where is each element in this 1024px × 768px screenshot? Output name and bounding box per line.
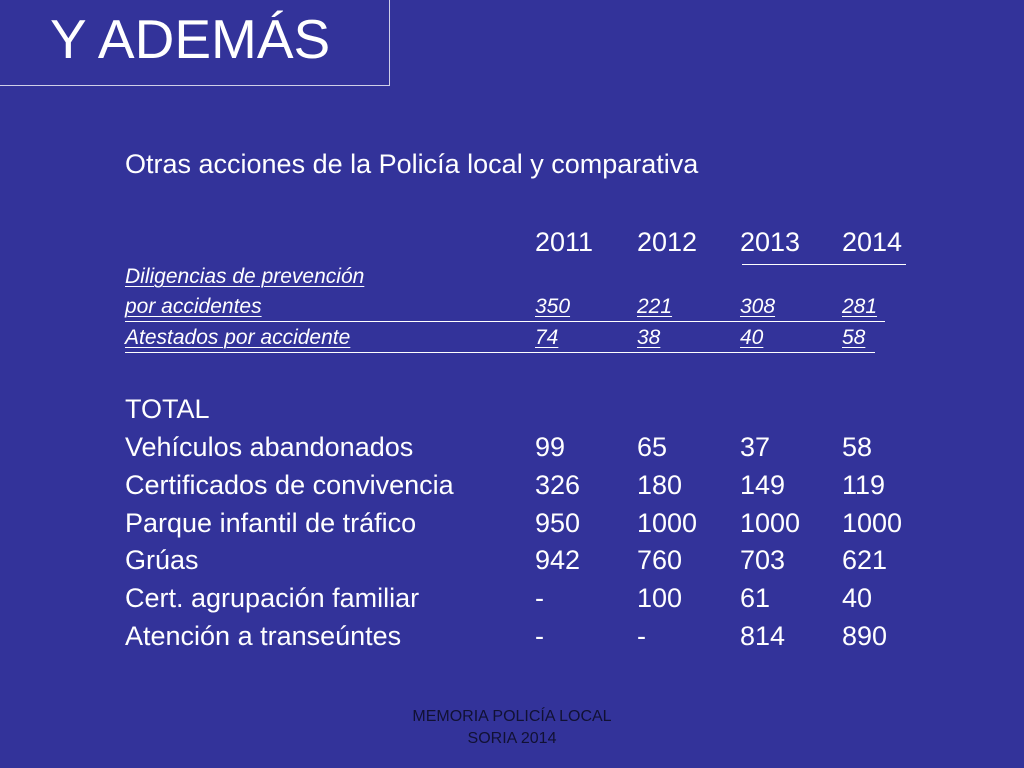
- total-row-value: 37: [740, 432, 771, 462]
- total-row-value: 890: [842, 621, 888, 651]
- total-row-value: 61: [740, 583, 771, 613]
- detail-row-value: 221: [637, 295, 673, 318]
- total-row-value: 119: [842, 470, 886, 500]
- table-subtitle: Otras acciones de la Policía local y comparativa: [125, 149, 699, 179]
- total-row-value: 814: [740, 621, 786, 651]
- slide-title: Y ADEMÁS: [50, 8, 331, 70]
- total-row-label: Grúas: [125, 545, 199, 575]
- detail-row-value: 38: [637, 326, 661, 349]
- detail-row-value: 74: [535, 326, 559, 349]
- total-row-value: 703: [740, 545, 786, 575]
- detail-row-value: 58: [842, 326, 866, 349]
- total-row-value: 1000: [842, 508, 903, 538]
- detail-row-label: Atestados por accidente: [125, 326, 351, 349]
- detail-row-value: 350: [535, 295, 571, 318]
- footer: [380, 706, 644, 750]
- total-row-value: 1000: [637, 508, 698, 538]
- total-row-label: Atención a transeúntes: [125, 621, 402, 651]
- footer-line-2: SORIA 2014: [467, 730, 557, 747]
- year-header-2012: 2012: [637, 227, 698, 257]
- total-row-value: 326: [535, 470, 581, 500]
- total-row-value: 950: [535, 508, 581, 538]
- total-row-value: -: [535, 621, 544, 651]
- total-row-value: 65: [637, 432, 668, 462]
- total-row-value: 100: [637, 583, 683, 613]
- year-header-2011: 2011: [535, 227, 594, 257]
- detail-row-label: Diligencias de prevención: [125, 265, 365, 288]
- detail-row-value: 308: [740, 295, 776, 318]
- footer-line-1: MEMORIA POLICÍA LOCAL: [412, 708, 612, 725]
- year-header-2013: 2013: [740, 227, 801, 257]
- total-row-value: 180: [637, 470, 683, 500]
- detail-row-value: 40: [740, 326, 764, 349]
- year-header-2014: 2014: [842, 227, 903, 257]
- total-row-value: 58: [842, 432, 873, 462]
- total-row-label: Parque infantil de tráfico: [125, 508, 417, 538]
- total-row-value: -: [637, 621, 646, 651]
- total-row-label: Certificados de convivencia: [125, 470, 454, 500]
- total-row-label: Vehículos abandonados: [125, 432, 414, 462]
- detail-row-value: 281: [842, 295, 878, 318]
- total-row-value: 942: [535, 545, 581, 575]
- total-row-value: 760: [637, 545, 683, 575]
- total-row-label: Cert. agrupación familiar: [125, 583, 420, 613]
- detail-row-label: por accidentes: [125, 295, 262, 318]
- row-underline: [125, 352, 875, 353]
- total-row-value: 621: [842, 545, 888, 575]
- total-row-value: 99: [535, 432, 566, 462]
- total-heading: TOTAL: [125, 394, 210, 424]
- row-underline: [125, 321, 885, 322]
- total-row-value: 1000: [740, 508, 801, 538]
- total-row-value: 40: [842, 583, 873, 613]
- total-row-value: -: [535, 583, 544, 613]
- total-row-value: 149: [740, 470, 786, 500]
- header-underline: [742, 264, 906, 265]
